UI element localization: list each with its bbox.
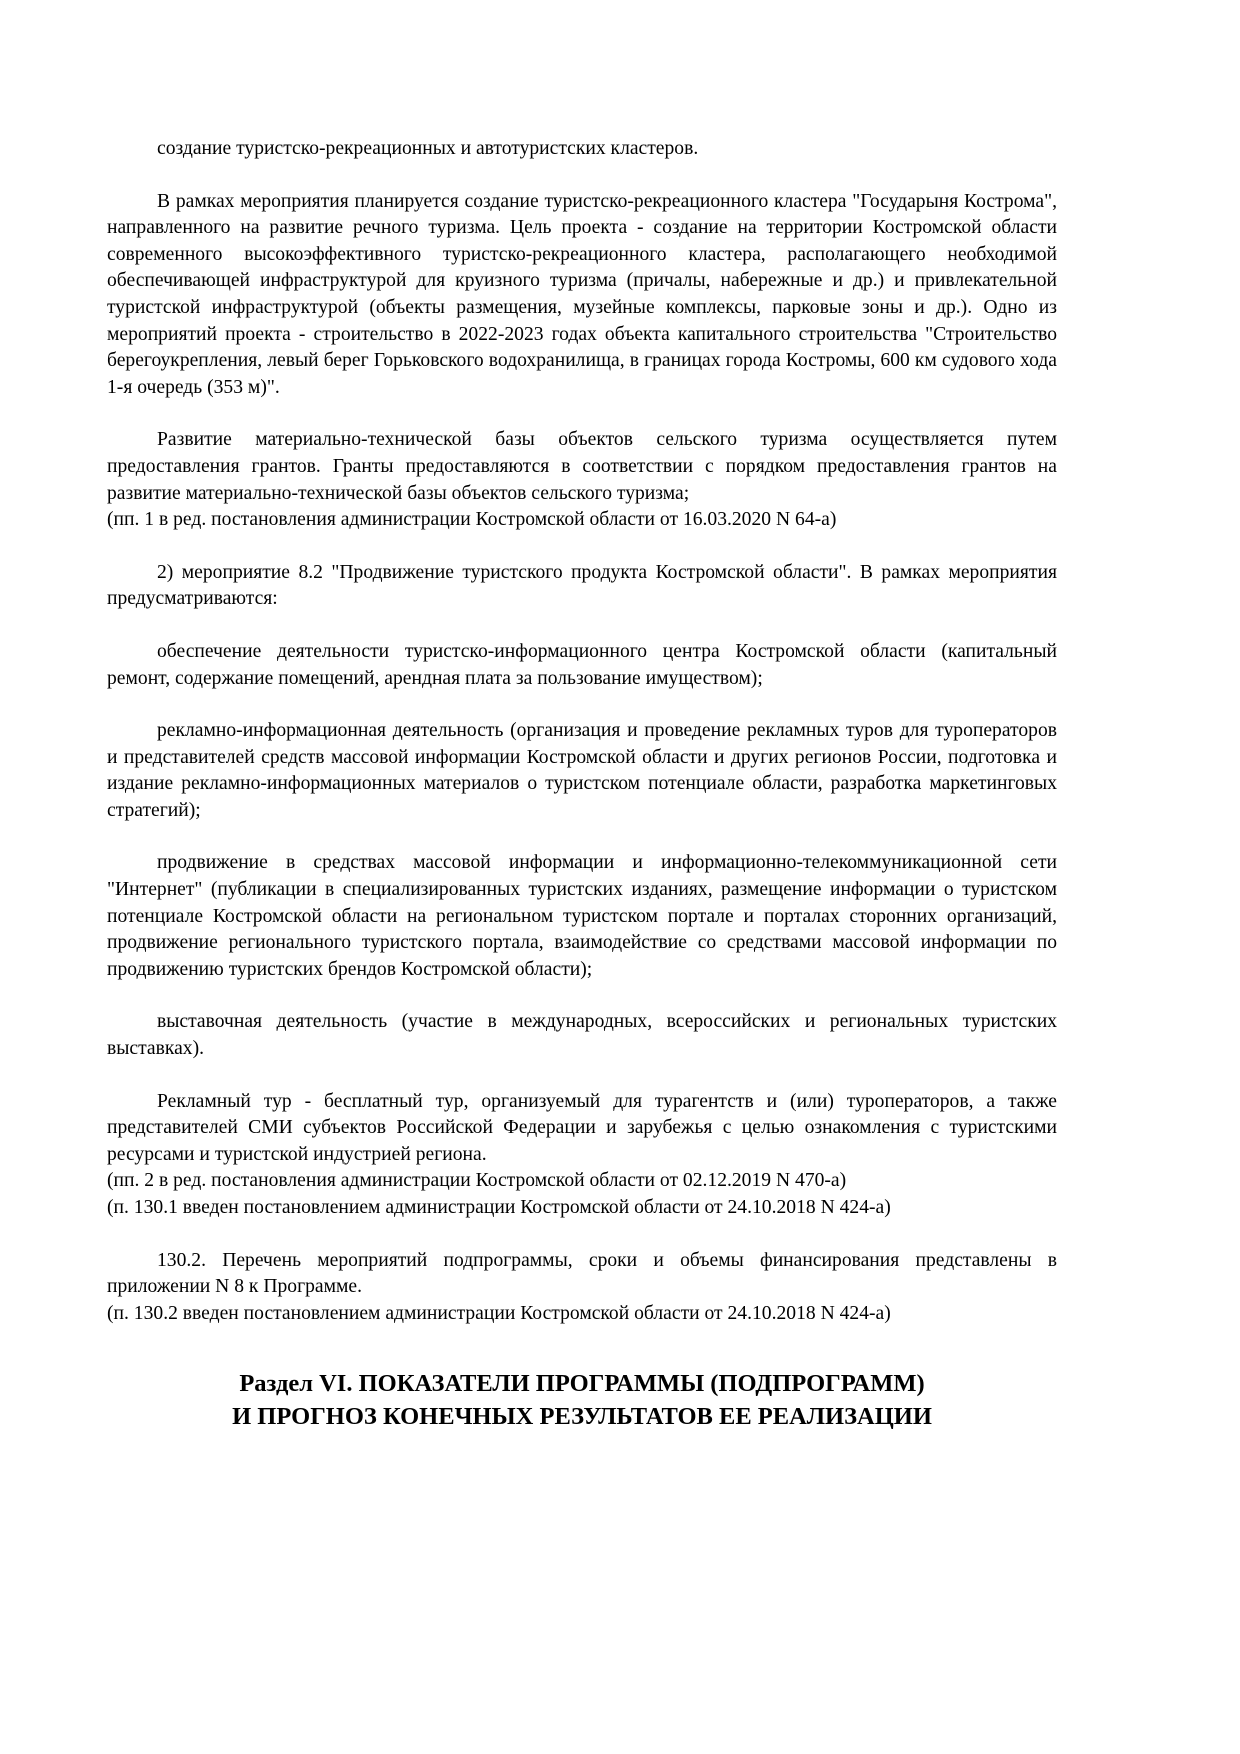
- paragraph-media-promotion: продвижение в средствах массовой информации и информационно-телекоммуникационной сети "Интернет" (публикации в специализированных туристских изданиях, размещение информации о туристском потенциале Костромской области на региональном туристском портале и порталах сторонних организаций, продвижение регионального туристского портала, взаимодействие со средствами массовой информации по продвижению туристских брендов Костромской области);: [107, 852, 1057, 980]
- section-gap: [107, 1327, 1057, 1367]
- document-page: [107, 136, 1057, 1433]
- amendment-note: (п. 130.2 введен постановлением администрации Костромской области от 24.10.2018 N 424-а): [107, 1302, 891, 1324]
- paragraph-gap: [107, 824, 1057, 850]
- paragraph-gap: [107, 163, 1057, 189]
- section-heading-line-1: Раздел VI. ПОКАЗАТЕЛИ ПРОГРАММЫ (ПОДПРОГРАММ): [239, 1370, 925, 1398]
- paragraph-clusters: создание туристско-рекреационных и автотуристских кластеров.: [157, 138, 699, 159]
- paragraph-ad-tour-definition: Рекламный тур - бесплатный тур, организуемый для турагентств и (или) туроператоров, а также представителей СМИ субъектов Российской Федерации и зарубежья с целью ознакомления с туристскими ресурсами и туристской индустрией региона.: [107, 1090, 1057, 1165]
- paragraph-gap: [107, 1063, 1057, 1089]
- paragraph-rural-tourism-grants: Развитие материально-технической базы объектов сельского туризма осуществляется путем предоставления грантов. Гранты предоставляются в соответствии с порядком предоставления грантов на развитие материально-технической базы объектов сельского туризма;: [107, 429, 1057, 504]
- section-heading: [107, 1367, 1057, 1433]
- paragraph-gap: [107, 401, 1057, 427]
- paragraph-advertising: рекламно-информационная деятельность (организация и проведение рекламных туров для туроператоров и представителей средств массовой информации Костромской области и других регионов России, подготовка и издание рекламно-информационных материалов о туристском потенциале области, разработка маркетинговых стратегий);: [107, 720, 1057, 821]
- amendment-note: (п. 130.1 введен постановлением администрации Костромской области от 24.10.2018 N 424-а): [107, 1197, 891, 1218]
- amendment-note: (пп. 2 в ред. постановления администрации Костромской области от 02.12.2019 N 470-а): [107, 1170, 847, 1192]
- paragraph-gap: [107, 692, 1057, 718]
- paragraph-info-center: обеспечение деятельности туристско-информационного центра Костромской области (капитальный ремонт, содержание помещений, арендная плата за пользование имуществом);: [107, 640, 1057, 689]
- paragraph-exhibitions: выставочная деятельность (участие в международных, всероссийских и региональных туристских выставках).: [107, 1011, 1057, 1060]
- paragraph-gap: [107, 1222, 1057, 1248]
- paragraph-130-2: 130.2. Перечень мероприятий подпрограммы, сроки и объемы финансирования представлены в приложении N 8 к Программе.: [107, 1249, 1057, 1298]
- paragraph-gap: [107, 983, 1057, 1009]
- paragraph-measure-8-2: 2) мероприятие 8.2 "Продвижение туристского продукта Костромской области". В рамках мероприятия предусматриваются:: [107, 561, 1057, 610]
- paragraph-gap: [107, 613, 1057, 639]
- section-heading-line-2: И ПРОГНОЗ КОНЕЧНЫХ РЕЗУЛЬТАТОВ ЕЕ РЕАЛИЗАЦИИ: [232, 1403, 932, 1431]
- paragraph-gap: [107, 534, 1057, 560]
- amendment-note: (пп. 1 в ред. постановления администрации Костромской области от 16.03.2020 N 64-а): [107, 509, 837, 531]
- paragraph-gosudarynya-kostroma: В рамках мероприятия планируется создание туристско-рекреационного кластера "Государыня Кострома", направленного на развитие речного туризма. Цель проекта - создание на территории Костромской области современного высокоэффективного туристско-рекреационного кластера, располагающего необходимой обеспечивающей инфраструктурой для круизного туризма (причалы, набережные и др.) и привлекательной туристской инфраструктурой (объекты размещения, музейные комплексы, парковые зоны и др.). Одно из мероприятий проекта - строительство в 2022-2023 годах объекта капитального строительства "Строительство берегоукрепления, левый берег Горьковского водохранилища, в границах города Костромы, 600 км судового хода 1-я очередь (353 м)".: [107, 190, 1057, 398]
